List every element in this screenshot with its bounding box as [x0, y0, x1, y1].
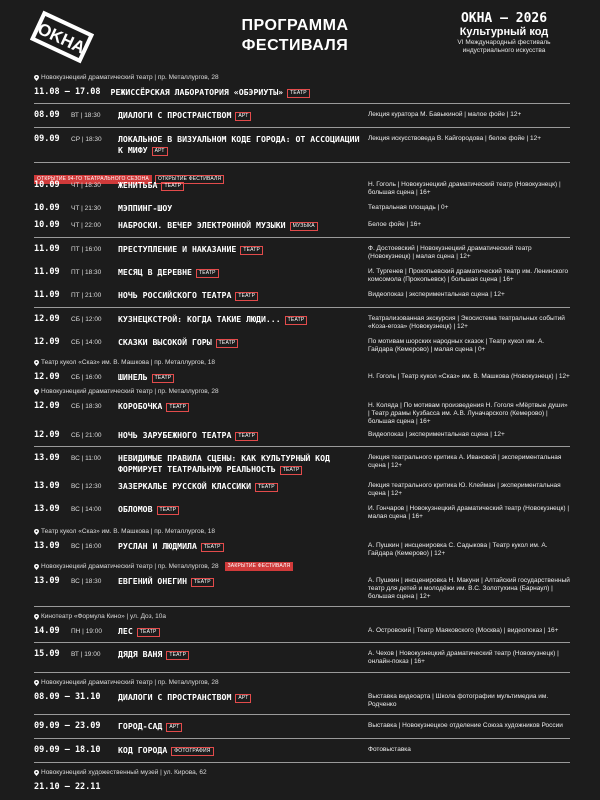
event-date: 11.09 — [34, 267, 60, 277]
event-description: Н. Гоголь | Новокузнецкий драматический театр (Новокузнецк) | большая сцена | 16+ — [368, 181, 561, 196]
event-day-time: ПТ | 18:30 — [71, 269, 102, 276]
location-line — [34, 562, 570, 572]
pin-icon — [34, 389, 39, 395]
event-date: 11.09 — [34, 290, 60, 300]
event-date: 13.09 — [34, 453, 60, 463]
event-title: ЕВГЕНИЙ ОНЕГИН ТЕАТР — [118, 576, 368, 587]
event-title: КОД ГОРОДА ФОТОГРАФИЯ — [118, 745, 368, 756]
schedule — [34, 73, 570, 797]
event-tag: ТЕАТР — [285, 316, 308, 325]
event-description: Выставка | Новокузнецкое отделение Союза художников России — [368, 722, 563, 729]
event-date: 10.09 — [34, 220, 60, 230]
event-description: Лекция театрального критика Ю. Клейман | экспериментальная сцена | 12+ — [368, 482, 561, 497]
event-title: ЗАЗЕРКАЛЬЕ РУССКОЙ КЛАССИКИ ТЕАТР — [118, 481, 368, 492]
event-row[interactable] — [34, 649, 570, 666]
event-day-time: ВС | 14:00 — [71, 506, 102, 513]
event-title: ЛЕС ТЕАТР — [118, 626, 368, 637]
location-line — [34, 73, 570, 83]
event-description: Фотовыставка — [368, 746, 411, 753]
opening-tags — [34, 168, 570, 182]
event-day-time: ВТ | 18:30 — [71, 112, 101, 119]
location-label: Новокузнецкий драматический театр | пр. Металлургов, 28 — [41, 679, 219, 686]
event-tag: ТЕАТР — [235, 292, 258, 301]
event-description: А. Пушкин | инсценировка С. Садыкова | Театр кукол им. А. Гайдара (Кемерово) | 12+ — [368, 542, 548, 557]
pin-icon — [34, 614, 39, 620]
event-title: НОЧЬ ЗАРУБЕЖНОГО ТЕАТРА ТЕАТР — [118, 430, 368, 441]
event-date: 11.08 – 17.08 — [34, 87, 101, 97]
event-row[interactable] — [34, 504, 570, 521]
event-tag: МУЗЫКА — [290, 222, 318, 231]
event-row[interactable] — [34, 337, 570, 354]
event-row[interactable] — [34, 453, 570, 475]
event-row[interactable] — [34, 203, 570, 214]
location-label: Новокузнецкий драматический театр | пр. Металлургов, 28 — [41, 563, 219, 570]
header — [0, 0, 600, 70]
event-title: НАБРОСКИ. ВЕЧЕР ЭЛЕКТРОННОЙ МУЗЫКИ МУЗЫКА — [118, 220, 368, 231]
event-description: Выставка видеоарта | Школа фотографии мультимедиа им. Родченко — [368, 693, 549, 708]
closing-festival-tag: ЗАКРЫТИЕ ФЕСТИВАЛЯ — [225, 562, 294, 571]
event-title: ПРЕСТУПЛЕНИЕ И НАКАЗАНИЕ ТЕАТР — [118, 244, 368, 255]
location-label: Кинотеатр «Формула Кино» | ул. Доз, 10а — [41, 613, 167, 620]
event-tag: ТЕАТР — [161, 182, 184, 191]
event-tag: ТЕАТР — [235, 432, 258, 441]
location-label: Новокузнецкий драматический театр | пр. Металлургов, 28 — [41, 74, 219, 81]
divider — [34, 642, 570, 643]
event-day-time: СР | 18:30 — [71, 136, 102, 143]
festival-subtitle: Культурный код — [459, 26, 549, 38]
event-tag: ТЕАТР — [152, 374, 175, 383]
event-title: КОРОБОЧКА ТЕАТР — [118, 401, 368, 412]
event-day-time: ПТ | 16:00 — [71, 246, 102, 253]
event-date: 12.09 — [34, 401, 60, 411]
event-date: 09.09 – 18.10 — [34, 745, 101, 755]
event-row[interactable] — [34, 430, 570, 441]
event-title: МЭППИНГ-ШОУ — [118, 203, 173, 213]
event-date: 11.09 — [34, 244, 60, 254]
event-description: Видеопоказ | экспериментальная сцена | 12+ — [368, 431, 505, 438]
location-label: Новокузнецкий драматический театр | пр. Металлургов, 28 — [41, 388, 219, 395]
okna-logo — [30, 9, 94, 65]
event-date: 12.09 — [34, 430, 60, 440]
event-day-time: СБ | 16:00 — [71, 374, 102, 381]
location-line — [34, 678, 570, 688]
event-date: 10.09 — [34, 203, 60, 213]
festival-block — [434, 12, 574, 55]
event-day-time: ВТ | 19:00 — [71, 651, 101, 658]
event-row[interactable] — [34, 267, 570, 284]
event-date: 12.09 — [34, 314, 60, 324]
event-title: КУЗНЕЦКСТРОЙ: КОГДА ТАКИЕ ЛЮДИ... ТЕАТР — [118, 314, 368, 325]
event-tag: ТЕАТР — [166, 651, 189, 660]
event-date: 09.09 – 23.09 — [34, 721, 101, 731]
event-day-time: СБ | 21:00 — [71, 432, 102, 439]
divider — [34, 672, 570, 673]
event-tag: ФОТОГРАФИЯ — [171, 747, 213, 756]
event-row[interactable] — [34, 220, 570, 231]
event-row[interactable] — [34, 721, 570, 732]
event-date: 14.09 — [34, 626, 60, 636]
event-title: ГОРОД-САД АРТ — [118, 721, 368, 732]
pin-icon — [34, 680, 39, 686]
event-date: 21.10 – 22.11 — [34, 782, 101, 792]
location-label: Новокузнецкий художественный музей | ул. Кирова, 62 — [41, 769, 207, 776]
event-title: РУСЛАН И ЛЮДМИЛА ТЕАТР — [118, 541, 368, 552]
event-tag: ТЕАТР — [216, 339, 239, 348]
opening-festival-tag: ОТКРЫТИЕ ФЕСТИВАЛЯ — [155, 175, 224, 184]
event-description: Лекция искусствоведа В. Кайгородова | белое фойе | 12+ — [368, 135, 542, 142]
event-title: ДЯДЯ ВАНЯ ТЕАТР — [118, 649, 368, 660]
event-date: 08.09 – 31.10 — [34, 692, 101, 702]
event-title: РЕЖИССЁРСКАЯ ЛАБОРАТОРИЯ «ОБЭРИУТЫ» ТЕАТР — [111, 87, 570, 98]
location-line — [34, 612, 570, 622]
event-description: Н. Коляда | По мотивам произведения Н. Гоголя «Мёртвые души» | Театр драмы Кузбасса им. А.В. Луначарского (Кемерово) | большая сцена | 16+ — [368, 402, 568, 425]
divider — [34, 307, 570, 308]
festival-description: VI Международный фестиваль индустриального искусства — [457, 39, 551, 54]
event-tag: ТЕАТР — [240, 246, 263, 255]
divider — [34, 127, 570, 128]
location-label: Театр кукол «Сказ» им. В. Машкова | пр. Металлургов, 18 — [41, 528, 215, 535]
event-day-time: ПН | 19:00 — [71, 628, 102, 635]
event-row[interactable] — [34, 481, 570, 498]
event-row[interactable] — [34, 180, 570, 197]
event-row[interactable] — [34, 134, 570, 156]
festival-title: ОКНА – 2026 — [460, 11, 548, 26]
event-date: 13.09 — [34, 481, 60, 491]
event-tag: ТЕАТР — [287, 89, 310, 98]
event-tag: АРТ — [152, 147, 168, 156]
event-title: НОЧЬ РОССИЙСКОГО ТЕАТРА ТЕАТР — [118, 290, 368, 301]
event-day-time: ЧТ | 22:00 — [71, 222, 101, 229]
event-date: 15.09 — [34, 649, 60, 659]
event-title: ДИАЛОГИ С ПРОСТРАНСТВОМ АРТ — [118, 110, 368, 121]
event-description: Лекция театрального критика А. Ивановой | экспериментальная сцена | 12+ — [368, 454, 562, 469]
event-date: 10.09 — [34, 180, 60, 190]
event-date: 08.09 — [34, 110, 60, 120]
event-day-time: ЧТ | 18:30 — [71, 182, 101, 189]
divider — [34, 162, 570, 163]
event-row[interactable] — [34, 782, 570, 793]
event-date: 13.09 — [34, 504, 60, 514]
divider — [34, 714, 570, 715]
event-date: 12.09 — [34, 372, 60, 382]
location-label: Театр кукол «Сказ» им. В. Машкова | пр. Металлургов, 18 — [41, 359, 215, 366]
event-row[interactable] — [34, 541, 570, 558]
event-row[interactable] — [34, 372, 570, 383]
event-day-time: ЧТ | 21:30 — [71, 205, 101, 212]
divider — [34, 738, 570, 739]
event-row[interactable] — [34, 87, 570, 98]
event-row[interactable] — [34, 244, 570, 261]
event-day-time: ВС | 18:30 — [71, 578, 102, 585]
event-title: НЕВИДИМЫЕ ПРАВИЛА СЦЕНЫ: КАК КУЛЬТУРНЫЙ КОД ФОРМИРУЕТ ТЕАТРАЛЬНУЮ РЕАЛЬНОСТЬ ТЕАТР — [118, 453, 330, 474]
event-date: 13.09 — [34, 541, 60, 551]
event-description: Ф. Достоевский | Новокузнецкий драматический театр (Новокузнецк) | малая сцена | 12+ — [368, 245, 532, 260]
pin-icon — [34, 529, 39, 535]
page-title: ПРОГРАММА ФЕСТИВАЛЯ — [241, 17, 349, 54]
event-date: 09.09 — [34, 134, 60, 144]
location-line — [34, 527, 570, 537]
event-row[interactable] — [34, 576, 570, 601]
event-description: И. Тургенев | Прокопьевский драматический театр им. Ленинского комсомола (Прокопьевск) | большая сцена | 16+ — [368, 268, 569, 283]
event-description: Лекция куратора М. Бавыкиной | малое фойе | 12+ — [368, 111, 522, 118]
event-row[interactable] — [34, 314, 570, 331]
event-title: ШИНЕЛЬ ТЕАТР — [118, 372, 368, 383]
event-description: А. Островский | Театр Маяковского (Москва) | видеопоказ | 16+ — [368, 627, 559, 634]
event-title: СКАЗКИ ВЫСОКОЙ ГОРЫ ТЕАТР — [118, 337, 368, 348]
event-description: Театрализованная экскурсия | Экосистема театральных событий «Коза-егоза» (Новокузнецк) | 12+ — [368, 315, 565, 330]
event-title: МЕСЯЦ В ДЕРЕВНЕ ТЕАТР — [118, 267, 368, 278]
event-row[interactable] — [34, 401, 570, 426]
event-day-time: ВС | 16:00 — [71, 543, 102, 550]
event-row[interactable] — [34, 745, 570, 756]
location-line — [34, 768, 570, 778]
event-date: 13.09 — [34, 576, 60, 586]
event-description: А. Пушкин | инсценировка Н. Макуни | Алтайский государственный театр для детей и молодёжи им. В.С. Золотухина (Барнаул) | большая сцена | 12+ — [368, 577, 570, 600]
event-tag: АРТ — [235, 694, 251, 703]
divider — [34, 103, 570, 104]
event-day-time: СБ | 14:00 — [71, 339, 102, 346]
event-description: Н. Гоголь | Театр кукол «Сказ» им. В. Машкова (Новокузнецк) | 12+ — [368, 373, 570, 380]
pin-icon — [34, 770, 39, 776]
event-tag: АРТ — [235, 112, 251, 121]
event-tag: ТЕАТР — [137, 628, 160, 637]
event-tag: ТЕАТР — [157, 506, 180, 515]
event-row[interactable] — [34, 290, 570, 301]
event-tag: АРТ — [166, 723, 182, 732]
pin-icon — [34, 360, 39, 366]
svg-text:OKHA: OKHA — [34, 19, 89, 58]
event-row[interactable] — [34, 692, 570, 709]
event-day-time: ВС | 12:30 — [71, 483, 102, 490]
event-day-time: СБ | 12:00 — [71, 316, 102, 323]
divider — [34, 446, 570, 447]
divider — [34, 237, 570, 238]
event-title: ДИАЛОГИ С ПРОСТРАНСТВОМ АРТ — [118, 692, 368, 703]
event-title: ЛОКАЛЬНОЕ В ВИЗУАЛЬНОМ КОДЕ ГОРОДА: ОТ АССОЦИАЦИИ К МИФУ АРТ — [118, 134, 360, 155]
event-tag: ТЕАТР — [255, 483, 278, 492]
event-title: ЖЕНИТЬБА ТЕАТР — [118, 180, 368, 191]
event-description: Белое фойе | 16+ — [368, 221, 422, 228]
event-date: 12.09 — [34, 337, 60, 347]
event-day-time: ВС | 11:00 — [71, 455, 101, 462]
event-description: Видеопоказ | экспериментальная сцена | 12+ — [368, 291, 505, 298]
event-description: Театральная площадь | 0+ — [368, 204, 449, 211]
event-row[interactable] — [34, 110, 570, 121]
event-title: ОБЛОМОВ ТЕАТР — [118, 504, 368, 515]
location-line — [34, 387, 570, 397]
event-tag: ТЕАТР — [196, 269, 219, 278]
event-day-time: СБ | 18:30 — [71, 403, 102, 410]
event-row[interactable] — [34, 626, 570, 637]
divider — [34, 606, 570, 607]
event-tag: ТЕАТР — [280, 466, 303, 475]
event-description: А. Чехов | Новокузнецкий драматический театр (Новокузнецк) | онлайн-показ | 16+ — [368, 650, 559, 665]
event-tag: ТЕАТР — [166, 403, 189, 412]
pin-icon — [34, 564, 39, 570]
location-line — [34, 358, 570, 368]
event-tag: ТЕАТР — [201, 543, 224, 552]
event-day-time: ПТ | 21:00 — [71, 292, 102, 299]
opening-season-tag: ОТКРЫТИЕ 94-ГО ТЕАТРАЛЬНОГО СЕЗОНА — [34, 175, 152, 184]
divider — [34, 762, 570, 763]
event-description: И. Гончаров | Новокузнецкий драматический театр (Новокузнецк) | малая сцена | 16+ — [368, 505, 570, 520]
event-description: По мотивам шорских народных сказок | Театр кукол им. А. Гайдара (Кемерово) | малая сцена | 0+ — [368, 338, 545, 353]
event-tag: ТЕАТР — [191, 578, 214, 587]
pin-icon — [34, 75, 39, 81]
